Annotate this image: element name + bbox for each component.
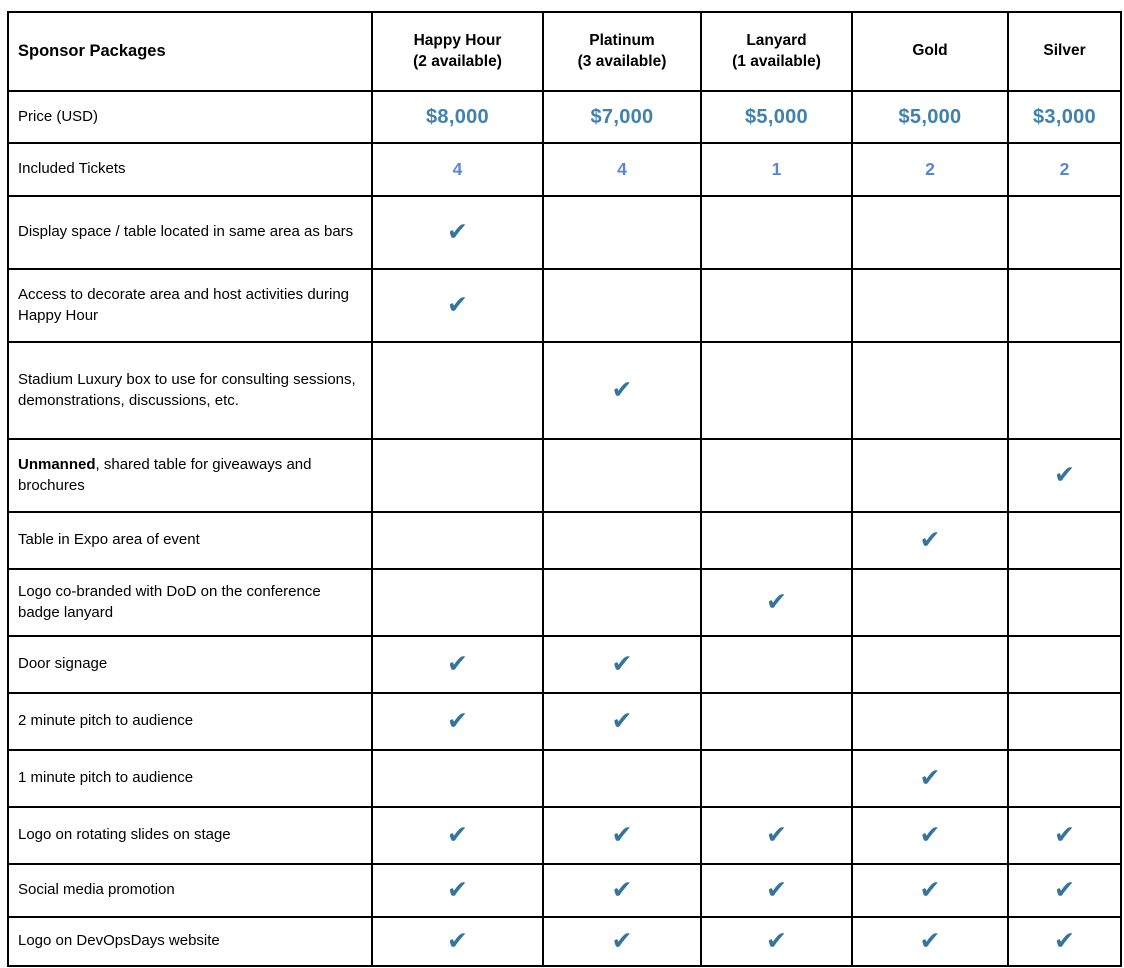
sponsor-packages-table [7,11,1122,967]
empty-cell [543,512,701,569]
row-label-text: Stadium Luxury box to use for consulting sessions, demonstrations, discussions, etc. [18,371,356,409]
check-icon: ✔ [611,821,633,849]
feature-row [8,342,1121,439]
row-label-text: Access to decorate area and host activities during Happy Hour [18,286,350,324]
check-icon: ✔ [447,291,468,319]
tickets-value: 1 [771,159,782,179]
check-icon: ✔ [766,876,787,904]
check-cell [372,807,543,864]
row-label-text: 2 minute pitch to audience [18,712,194,730]
check-cell [543,917,701,966]
feature-row [8,439,1121,512]
tickets-value: 2 [1059,159,1070,179]
empty-cell [1008,512,1121,569]
empty-cell [701,269,852,342]
check-cell [372,269,543,342]
price-value-cell [543,91,701,143]
row-label [8,439,372,512]
check-cell [372,196,543,269]
check-icon: ✔ [1054,927,1075,955]
empty-cell [372,512,543,569]
check-icon: ✔ [447,707,468,735]
empty-cell [543,196,701,269]
price-value: $5,000 [745,105,808,128]
check-cell [543,864,701,917]
check-icon: ✔ [919,526,941,554]
row-label [8,917,372,966]
tickets-value-cell [372,143,543,196]
feature-row [8,196,1121,269]
feature-row [8,269,1121,342]
empty-cell [852,569,1008,636]
row-label-text: Logo on DevOpsDays website [18,932,220,950]
corner-header: Sponsor Packages [8,12,372,91]
feature-row [8,636,1121,693]
empty-cell [701,196,852,269]
empty-cell [372,569,543,636]
empty-cell [1008,693,1121,750]
check-cell [852,917,1008,966]
check-icon: ✔ [611,650,633,678]
column-availability: (2 available) [413,52,502,70]
empty-cell [543,269,701,342]
empty-cell [852,693,1008,750]
tickets-value-cell [543,143,701,196]
price-value-cell [852,91,1008,143]
feature-row [8,750,1121,807]
check-icon: ✔ [919,764,941,792]
check-icon: ✔ [1054,461,1075,489]
row-label [8,807,372,864]
check-cell [701,569,852,636]
row-label [8,569,372,636]
row-label-bold: Unmanned [18,456,96,474]
empty-cell [701,750,852,807]
check-icon: ✔ [611,707,633,735]
check-icon: ✔ [447,821,468,849]
check-cell [543,636,701,693]
check-icon: ✔ [447,876,468,904]
column-name: Lanyard [746,31,807,49]
row-label-text: Display space / table located in same area as bars [18,223,354,241]
check-cell [701,917,852,966]
check-cell [852,807,1008,864]
row-label-text: Logo co-branded with DoD on the conference badge lanyard [18,583,321,621]
column-availability: (1 available) [732,52,821,70]
tickets-value: 4 [452,159,463,179]
tickets-value-cell [852,143,1008,196]
check-icon: ✔ [447,927,468,955]
tickets-value-cell [701,143,852,196]
row-label [8,342,372,439]
check-icon: ✔ [447,218,468,246]
price-row [8,91,1121,143]
row-label-text: Social media promotion [18,881,175,899]
price-value: $7,000 [590,105,654,128]
check-cell [852,750,1008,807]
empty-cell [543,439,701,512]
tickets-value: 4 [617,159,627,179]
check-cell [372,917,543,966]
empty-cell [543,750,701,807]
check-icon: ✔ [919,876,941,904]
check-icon: ✔ [919,927,941,955]
empty-cell [1008,750,1121,807]
check-cell [543,693,701,750]
empty-cell [701,342,852,439]
empty-cell [1008,569,1121,636]
row-label [8,196,372,269]
check-cell [543,342,701,439]
column-header-lanyard [701,12,852,91]
check-cell [1008,439,1121,512]
row-label-text: Door signage [18,655,108,673]
price-value-cell [701,91,852,143]
feature-row [8,864,1121,917]
column-name: Silver [1043,42,1086,60]
column-availability: (3 available) [577,52,667,70]
empty-cell [372,750,543,807]
column-header-gold [852,12,1008,91]
price-value-cell [372,91,543,143]
check-cell [701,864,852,917]
row-label-text: , shared table for giveaways and brochures [18,456,312,494]
tickets-value: 2 [925,159,935,179]
row-label [8,636,372,693]
empty-cell [1008,342,1121,439]
empty-cell [852,269,1008,342]
row-label [8,864,372,917]
check-icon: ✔ [766,821,787,849]
check-icon: ✔ [611,376,633,404]
check-icon: ✔ [919,821,941,849]
empty-cell [701,693,852,750]
row-label [8,512,372,569]
header-row [8,12,1121,91]
check-icon: ✔ [447,650,468,678]
empty-cell [701,636,852,693]
row-label [8,693,372,750]
price-value-cell [1008,91,1121,143]
empty-cell [701,512,852,569]
check-icon: ✔ [611,876,633,904]
empty-cell [372,439,543,512]
empty-cell [372,342,543,439]
check-cell [372,693,543,750]
check-cell [701,807,852,864]
check-icon: ✔ [611,927,633,955]
empty-cell [852,196,1008,269]
check-icon: ✔ [1054,876,1075,904]
empty-cell [852,439,1008,512]
column-header-platinum [543,12,701,91]
feature-row [8,512,1121,569]
feature-row [8,917,1121,966]
empty-cell [543,569,701,636]
price-value: $5,000 [898,105,962,128]
check-cell [852,864,1008,917]
tickets-value-cell [1008,143,1121,196]
check-cell [372,636,543,693]
column-name: Platinum [589,31,655,49]
check-icon: ✔ [766,927,787,955]
check-icon: ✔ [1054,821,1075,849]
empty-cell [852,342,1008,439]
check-cell [1008,917,1121,966]
column-name: Gold [912,42,948,60]
check-cell [1008,864,1121,917]
check-cell [543,807,701,864]
empty-cell [852,636,1008,693]
row-label [8,750,372,807]
check-cell [372,864,543,917]
price-value: $8,000 [426,105,489,128]
check-cell [1008,807,1121,864]
row-label-text: Table in Expo area of event [18,531,200,549]
empty-cell [1008,636,1121,693]
check-cell [852,512,1008,569]
check-icon: ✔ [766,588,787,616]
empty-cell [1008,269,1121,342]
row-label: Included Tickets [8,143,372,196]
empty-cell [701,439,852,512]
feature-row [8,693,1121,750]
row-label-text: Logo on rotating slides on stage [18,826,231,844]
feature-row [8,807,1121,864]
column-name: Happy Hour [413,31,502,49]
feature-row [8,569,1121,636]
column-header-silver [1008,12,1121,91]
tickets-row [8,143,1121,196]
row-label-text: 1 minute pitch to audience [18,769,194,787]
row-label: Price (USD) [8,91,372,143]
empty-cell [1008,196,1121,269]
column-header-happy-hour [372,12,543,91]
row-label [8,269,372,342]
price-value: $3,000 [1033,105,1096,128]
